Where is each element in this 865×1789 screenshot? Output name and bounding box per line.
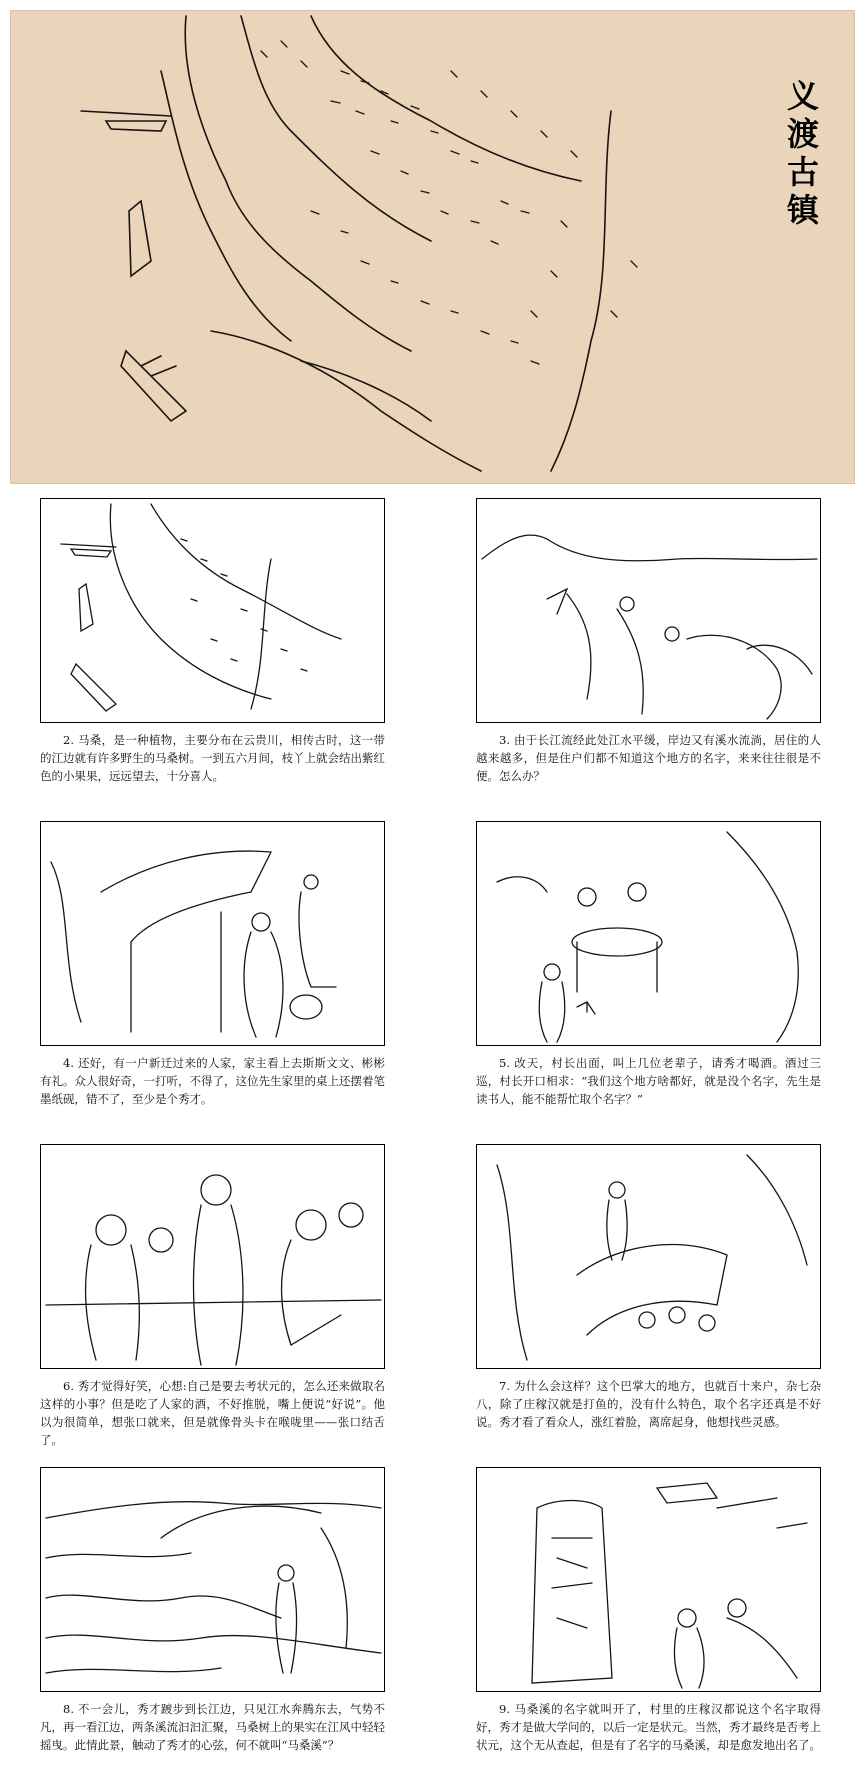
panel-illustration [40,498,385,723]
crowd-scholar-drawing [41,1145,385,1369]
cover-illustration [10,10,855,484]
comic-panel-4 [40,821,385,1108]
comic-panel-3 [476,498,821,785]
panel-caption: 2. 马桑，是一种植物，主要分布在云贵川，相传古时，这一带的江边就有许多野生的马桑树。一到五六月间，枝丫上就会结出紫红色的小果果，远远望去，十分喜人。 [40,733,385,783]
comic-panel-9 [476,1467,821,1754]
village-meal-drawing [477,822,821,1046]
cover-title: 义渡古镇 [782,79,820,231]
comic-panel-7 [476,1144,821,1431]
comic-panel-5 [476,821,821,1108]
comic-panel-2 [40,498,385,785]
hut-scholar-drawing [41,822,385,1046]
panel-illustration [40,1467,385,1692]
panel-caption: 7. 为什么会这样？这个巴掌大的地方，也就百十来户，杂七杂八，除了庄稼汉就是打鱼的，没有什么特色，取个名字还真是不好说。秀才看了看众人，涨红着脸，离席起身，他想找些灵感。 [476,1379,821,1429]
village-rooftops-drawing [477,1145,821,1369]
panel-illustration [476,1144,821,1369]
panel-illustration [476,821,821,1046]
panel-caption: 5. 改天，村长出面，叫上几位老辈子，请秀才喝酒。酒过三巡，村长开口相求：“我们这个地方啥都好，就是没个名字，先生是读书人，能不能帮忙取个名字？” [476,1056,821,1106]
comic-panel-6 [40,1144,385,1449]
riverbank-travelers-drawing [477,499,821,723]
panel-caption: 3. 由于长江流经此处江水平缓，岸边又有溪水流淌，居住的人越来越多，但是住户们都不知道这个地方的名字，来来往往很是不便。怎么办？ [476,733,821,783]
river-waves-drawing [41,1468,385,1692]
panel-caption: 9. 马桑溪的名字就叫开了，村里的庄稼汉都说这个名字取得好，秀才是做大学问的，以后一定是状元。当然，秀才最终是否考上状元，这个无从查起，但是有了名字的马桑溪，却是愈发地出名了。 [476,1702,821,1752]
panel-caption: 8. 不一会儿，秀才踱步到长江边，只见江水奔腾东去，气势不凡，再一看江边，两条溪流汩汩汇聚，马桑树上的果实在江风中轻轻摇曳。此情此景，触动了秀才的心弦，何不就叫“马桑溪”？ [40,1702,385,1752]
panel-illustration [476,498,821,723]
panel-illustration [476,1467,821,1692]
cliff-river-drawing [11,11,855,484]
panel-illustration [40,1144,385,1369]
panel-illustration [40,821,385,1046]
comic-panel-8 [40,1467,385,1754]
stone-marker-drawing [477,1468,821,1692]
cliff-boats-drawing [41,499,385,723]
panel-caption: 6. 秀才觉得好笑，心想:自己是要去考状元的，怎么还来做取名这样的小事？但是吃了人家的酒，不好推脱，嘴上便说“好说”。他以为很简单，想张口就来，但是就像骨头卡在喉咙里——张口结舌了。 [40,1379,385,1447]
panel-caption: 4. 还好，有一户新迁过来的人家，家主看上去斯斯文文、彬彬有礼。众人很好奇，一打听，不得了，这位先生家里的桌上还摆着笔墨纸砚，错不了，至少是个秀才。 [40,1056,385,1106]
